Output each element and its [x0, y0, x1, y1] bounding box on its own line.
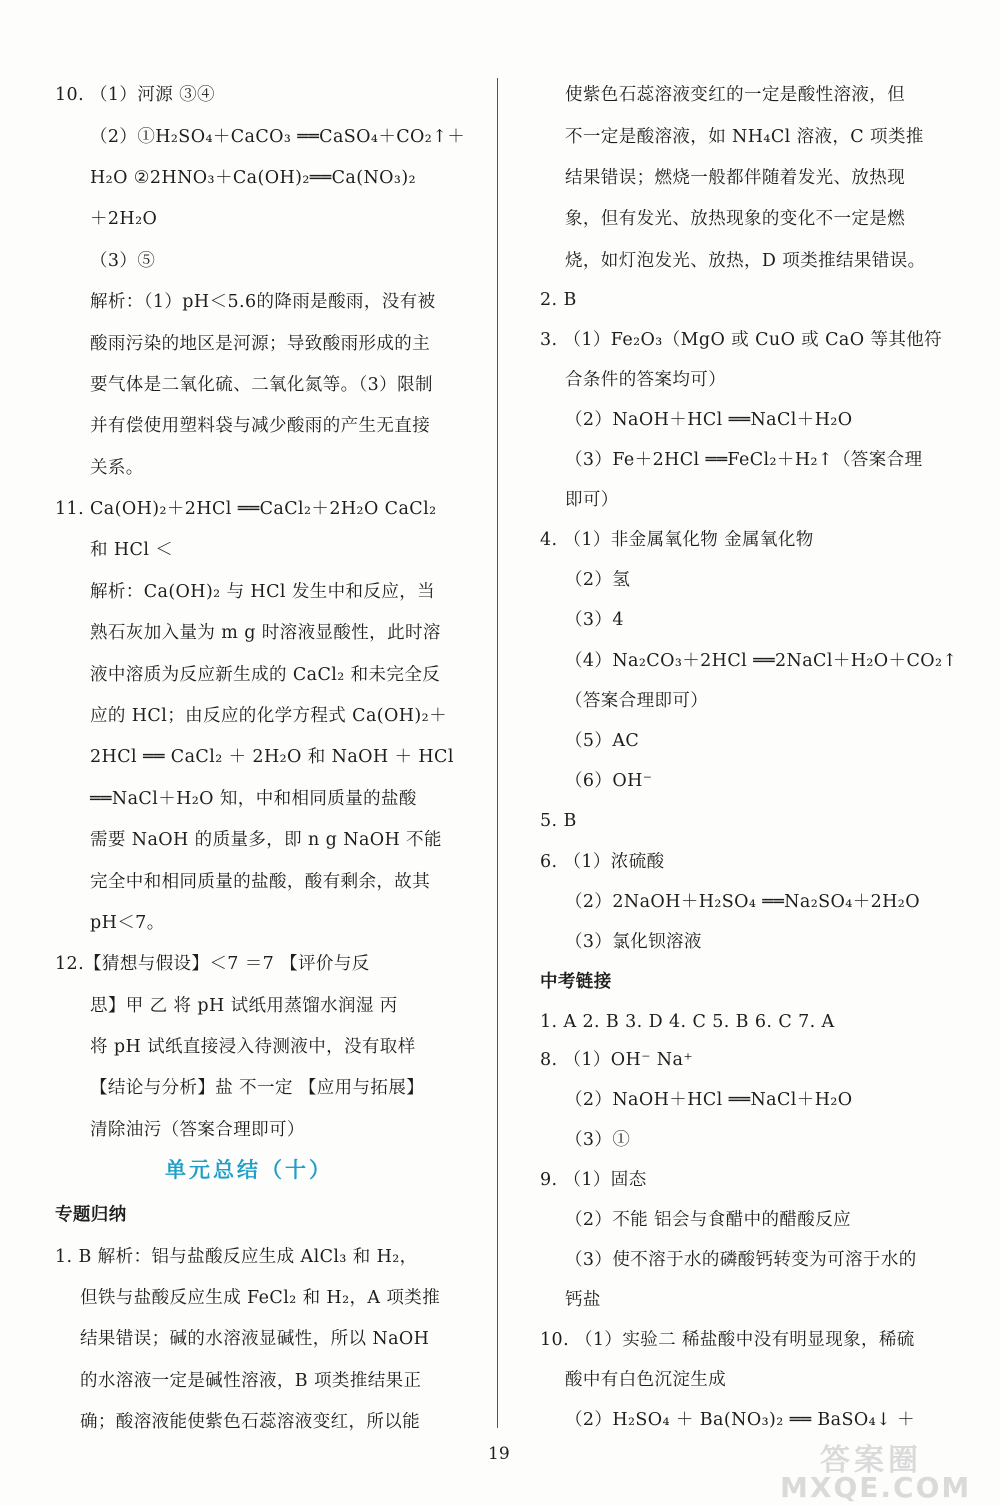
text-line: 液中溶质为反应新生成的 CaCl₂ 和未完全反	[90, 665, 441, 685]
text-line: （2）NaOH＋HCl ══NaCl＋H₂O	[565, 410, 853, 430]
watermark	[780, 1435, 990, 1503]
text-line: 10. （1）河源 ③④	[55, 85, 215, 105]
text-line: （4）Na₂CO₃＋2HCl ══2NaCl＋H₂O＋CO₂↑	[565, 651, 958, 671]
text-line: 8. （1）OH⁻ Na⁺	[540, 1050, 693, 1070]
text-line: 即可）	[565, 490, 619, 510]
text-line: （3）Fe＋2HCl ══FeCl₂＋H₂↑（答案合理	[565, 450, 923, 470]
text-line: 应的 HCl；由反应的化学方程式 Ca(OH)₂＋	[90, 706, 447, 726]
text-line: 结果错误；碱的水溶液显碱性，所以 NaOH	[80, 1329, 430, 1349]
text-line: （3）①	[565, 1130, 631, 1150]
text-line: 【结论与分析】盐 不一定 【应用与拓展】	[90, 1078, 425, 1098]
text-line: 6. （1）浓硫酸	[540, 852, 665, 872]
text-line: （2）①H₂SO₄＋CaCO₃ ══CaSO₄＋CO₂↑＋	[90, 127, 466, 147]
text-line: （2）2NaOH＋H₂SO₄ ══Na₂SO₄＋2H₂O	[565, 892, 920, 912]
text-line: （2）不能 铝会与食醋中的醋酸反应	[565, 1210, 851, 1230]
text-line: 1. A 2. B 3. D 4. C 5. B 6. C 7. A	[540, 1012, 835, 1032]
text-line: pH＜7。	[90, 913, 165, 933]
text-line: 9. （1）固态	[540, 1170, 647, 1190]
text-line: 熟石灰加入量为 m g 时溶液显酸性，此时溶	[90, 623, 441, 643]
section-title: 单元总结（十）	[165, 1158, 333, 1182]
text-line: 钙盐	[565, 1290, 601, 1310]
text-line: 2HCl ══ CaCl₂ ＋ 2H₂O 和 NaOH ＋ HCl	[90, 747, 454, 767]
text-line: 的水溶液一定是碱性溶液，B 项类推结果正	[80, 1371, 422, 1391]
text-line: 将 pH 试纸直接浸入待测液中，没有取样	[90, 1037, 416, 1057]
text-line: 关系。	[90, 458, 144, 478]
text-line: 11. Ca(OH)₂＋2HCl ══CaCl₂＋2H₂O CaCl₂	[55, 499, 437, 519]
text-line: （6）OH⁻	[565, 771, 653, 791]
text-line: 象，但有发光、放热现象的变化不一定是燃	[565, 209, 906, 229]
text-line: ＋2H₂O	[90, 209, 158, 229]
text-line: 1. B 解析：铝与盐酸反应生成 AlCl₃ 和 H₂，	[55, 1247, 418, 1267]
text-line: 12.【猜想与假设】＜7 ＝7 【评价与反	[55, 954, 370, 974]
text-line: 需要 NaOH 的质量多，即 n g NaOH 不能	[90, 830, 442, 850]
text-line: 但铁与盐酸反应生成 FeCl₂ 和 H₂，A 项类推	[80, 1288, 441, 1308]
text-line: 专题归纳	[55, 1205, 127, 1225]
watermark-text-bottom: MXQE.COM	[780, 1471, 972, 1504]
text-line: 使紫色石蕊溶液变红的一定是酸性溶液，但	[565, 85, 906, 105]
text-line: （3）4	[565, 610, 624, 630]
text-line: （5）AC	[565, 731, 640, 751]
text-line: 中考链接	[540, 972, 612, 992]
text-line: 10. （1）实验二 稀盐酸中没有明显现象，稀硫	[540, 1330, 915, 1350]
text-line: 解析：（1）pH＜5.6的降雨是酸雨，没有被	[90, 292, 436, 312]
watermark-text-top: 答案圈	[820, 1443, 922, 1478]
text-line: （2）H₂SO₄ ＋ Ba(NO₃)₂ ══ BaSO₄↓ ＋	[565, 1410, 915, 1430]
text-line: 酸中有白色沉淀生成	[565, 1370, 727, 1390]
text-line: （2）NaOH＋HCl ══NaCl＋H₂O	[565, 1090, 853, 1110]
text-line: 解析：Ca(OH)₂ 与 HCl 发生中和反应，当	[90, 582, 436, 602]
column-divider	[497, 78, 498, 1428]
text-line: 5. B	[540, 811, 577, 831]
text-line: 不一定是酸溶液，如 NH₄Cl 溶液，C 项类推	[565, 127, 924, 147]
text-line: H₂O ②2HNO₃＋Ca(OH)₂══Ca(NO₃)₂	[90, 168, 416, 188]
text-line: 和 HCl ＜	[90, 540, 174, 560]
text-line: （3）⑤	[90, 251, 156, 271]
text-line: 确；酸溶液能使紫色石蕊溶液变红，所以能	[80, 1412, 421, 1432]
text-line: （2）氢	[565, 570, 631, 590]
text-line: 酸雨污染的地区是河源；导致酸雨形成的主	[90, 334, 431, 354]
text-line: （3）使不溶于水的磷酸钙转变为可溶于水的	[565, 1250, 917, 1270]
text-line: 要气体是二氧化硫、二氧化氮等。（3）限制	[90, 375, 433, 395]
text-line: 合条件的答案均可）	[565, 370, 727, 390]
text-line: 清除油污（答案合理即可）	[90, 1120, 305, 1140]
text-line: 结果错误；燃烧一般都伴随着发光、放热现	[565, 168, 906, 188]
page-number: 19	[488, 1444, 510, 1464]
text-line: 并有偿使用塑料袋与减少酸雨的产生无直接	[90, 416, 431, 436]
text-line: ══NaCl＋H₂O 知，中和相同质量的盐酸	[90, 789, 417, 809]
text-line: 3. （1）Fe₂O₃（MgO 或 CuO 或 CaO 等其他符	[540, 330, 943, 350]
text-line: 4. （1）非金属氧化物 金属氧化物	[540, 530, 814, 550]
text-line: 烧，如灯泡发光、放热，D 项类推结果错误。	[565, 251, 926, 271]
text-line: 完全中和相同质量的盐酸，酸有剩余，故其	[90, 872, 431, 892]
text-line: 2. B	[540, 290, 577, 310]
text-line: 思】甲 乙 将 pH 试纸用蒸馏水润湿 丙	[90, 996, 398, 1016]
text-line: （答案合理即可）	[565, 691, 709, 711]
text-line: （3）氯化钡溶液	[565, 932, 702, 952]
